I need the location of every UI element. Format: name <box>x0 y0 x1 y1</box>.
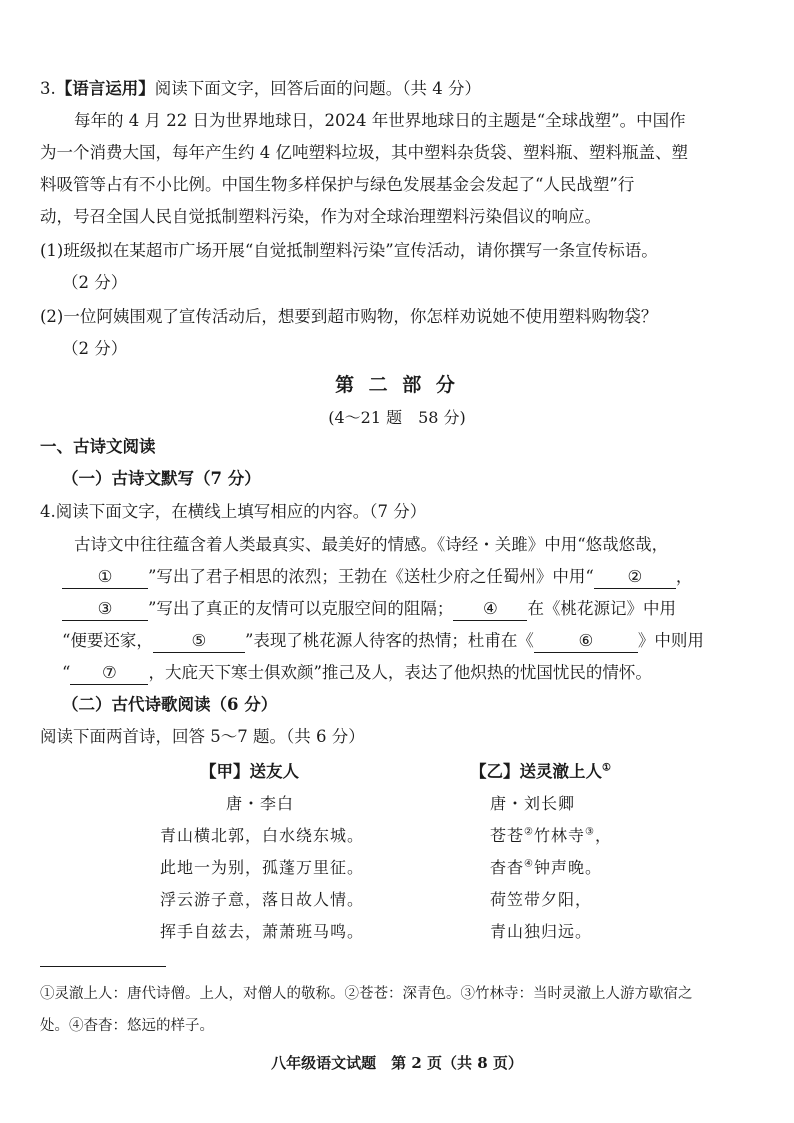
q3-subquestion-2: (2)一位阿姨围观了宣传活动后，想要到超市购物，你怎样劝说她不使用塑料购物袋？ <box>40 307 658 326</box>
q3-passage-line-4: 动，号召全国人民自觉抵制塑料污染，作为对全球治理塑料污染倡议的响应。 <box>40 207 601 226</box>
poem-b-line-4: 青山独归远。 <box>490 922 593 941</box>
q4-line-1: 古诗文中往往蕴含着人类最真实、最美好的情感。《诗经・关雎》中用“悠哉悠哉， <box>74 535 669 554</box>
subsection-recitation: （一）古诗文默写（7 分） <box>62 469 261 488</box>
poem-a-title: 【甲】送友人 <box>200 762 299 781</box>
blank-5[interactable]: ⑤ <box>153 631 245 653</box>
poem-a-line-3: 浮云游子意，落日故人情。 <box>160 890 365 909</box>
q4-line-4: “便要还家， ⑤ ”表现了桃花源人待客的热情；杜甫在《 ⑥ 》中则用 <box>62 630 704 653</box>
blank-4[interactable]: ④ <box>453 599 527 621</box>
subsection-poetry-reading: （二）古代诗歌阅读（6 分） <box>62 695 278 714</box>
poem-a-line-1: 青山横北郭，白水绕东城。 <box>160 826 365 845</box>
q3-passage-line-1: 每年的 4 月 22 日为世界地球日，2024 年世界地球日的主题是“全球战塑”。中国作 <box>74 111 686 130</box>
footnote-marker-1: ① <box>602 762 611 774</box>
poem-b-author: 唐・刘长卿 <box>490 794 576 813</box>
q3-subquestion-2-score: （2 分） <box>62 339 128 358</box>
poem-b-line-3: 荷笠带夕阳， <box>490 890 593 909</box>
part2-title: 第 二 部 分 <box>335 374 459 396</box>
q3-subquestion-1-score: （2 分） <box>62 273 128 292</box>
blank-1[interactable]: ① <box>62 567 148 589</box>
poem-b-line-2: 杳杳④钟声晚。 <box>490 858 602 877</box>
poem-b-title: 【乙】送灵澈上人① <box>470 762 611 781</box>
poem-a-author: 唐・李白 <box>226 794 295 813</box>
page-footer: 八年级语文试题 第 2 页（共 8 页） <box>271 1054 523 1072</box>
section-ancient-poetry-reading: 一、古诗文阅读 <box>40 437 156 456</box>
q4-line-2: ① ”写出了君子相思的浓烈；王勃在《送杜少府之任蜀州》中用“ ② ， <box>62 566 692 589</box>
q3-passage-line-3: 料吸管等占有不小比例。中国生物多样保护与绿色发展基金会发起了“人民战塑”行 <box>40 175 635 194</box>
blank-7[interactable]: ⑦ <box>70 663 148 685</box>
poem-a-line-4: 挥手自兹去，萧萧班马鸣。 <box>160 922 365 941</box>
q3-heading: 3.【语言运用】阅读下面文字，回答后面的问题。（共 4 分） <box>40 79 481 98</box>
q4-heading: 4.阅读下面文字，在横线上填写相应的内容。（7 分） <box>40 502 427 521</box>
q4-line-5: “ ⑦ ，大庇天下寒士俱欢颜”推己及人，表达了他炽热的忧国忧民的情怀。 <box>62 662 652 685</box>
footnote-line-1: ①灵澈上人：唐代诗僧。上人，对僧人的敬称。②苍苍：深青色。③竹林寺：当时灵澈上人游方歇宿之 <box>40 986 693 1002</box>
q3-passage-line-2: 为一个消费大国，每年产生约 4 亿吨塑料垃圾，其中塑料杂货袋、塑料瓶、塑料瓶盖、塑 <box>40 143 688 162</box>
blank-2[interactable]: ② <box>594 567 676 589</box>
poem-b-line-1: 苍苍②竹林寺③， <box>490 826 612 845</box>
blank-3[interactable]: ③ <box>62 599 148 621</box>
q4-line-3: ③ ”写出了真正的友情可以克服空间的阻隔； ④ 在《桃花源记》中用 <box>62 598 676 621</box>
part2-subtitle: (4～21 题 58 分) <box>328 408 466 427</box>
q5-7-intro: 阅读下面两首诗，回答 5～7 题。（共 6 分） <box>40 727 365 746</box>
blank-6[interactable]: ⑥ <box>534 631 638 653</box>
footnote-divider <box>40 966 166 967</box>
poem-a-line-2: 此地一为别，孤蓬万里征。 <box>160 858 365 877</box>
footnote-line-2: 处。④杳杳：悠远的样子。 <box>40 1018 214 1034</box>
q3-subquestion-1: (1)班级拟在某超市广场开展“自觉抵制塑料污染”宣传活动，请你撰写一条宣传标语。 <box>40 241 658 260</box>
